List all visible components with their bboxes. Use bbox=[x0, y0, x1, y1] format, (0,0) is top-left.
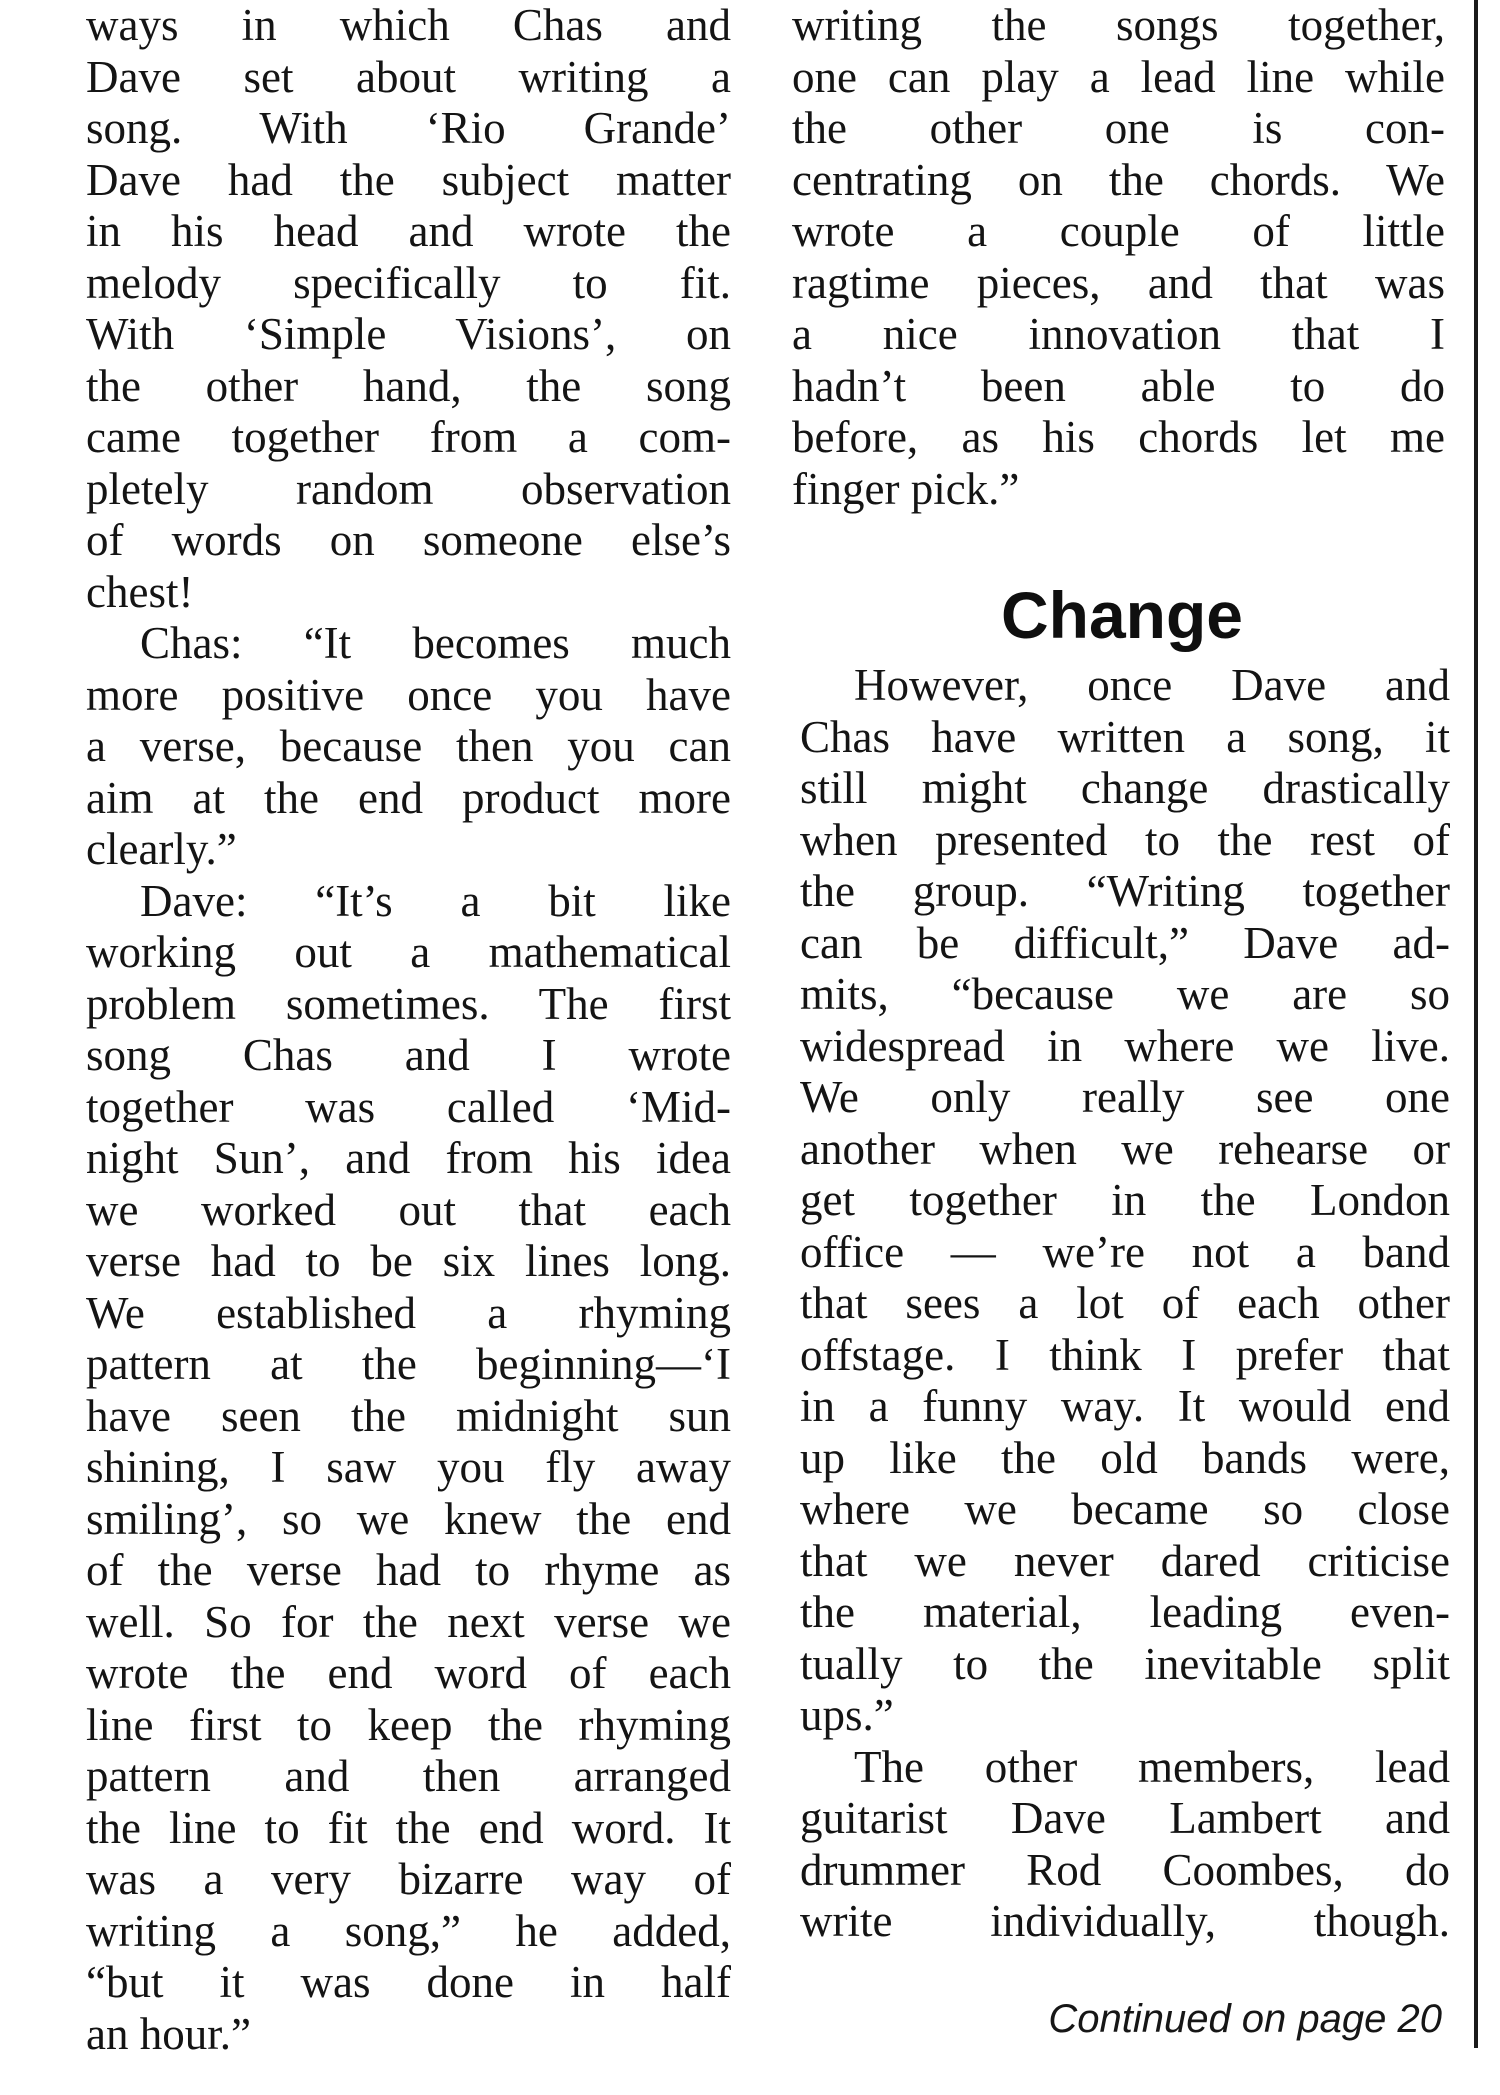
right-bottom-line-12: office — we’re not a band bbox=[800, 1226, 1450, 1277]
left-line-27: pattern at the beginning—‘I bbox=[86, 1339, 731, 1389]
right-bottom-line-16: up like the old bands were, bbox=[800, 1432, 1450, 1483]
left-line-3: song. With ‘Rio Grande’ bbox=[86, 103, 731, 153]
left-line-5: in his head and wrote the bbox=[86, 206, 731, 256]
right-bottom-line-9: We only really see one bbox=[800, 1072, 1450, 1122]
right-bottom-line-20: tually to the inevitable split bbox=[800, 1638, 1450, 1689]
right-top-line-4: centrating on the chords. We bbox=[792, 154, 1445, 205]
left-line-6: melody specifically to fit. bbox=[86, 257, 731, 308]
right-bottom-line-5: the group. “Writing together bbox=[800, 866, 1450, 916]
right-bottom-line-25: write individually, though. bbox=[800, 1896, 1450, 1946]
left-line-38: writing a song,” he added, bbox=[86, 1905, 731, 1956]
left-line-14: more positive once you have bbox=[86, 669, 731, 720]
left-column bbox=[86, 0, 731, 2060]
right-bottom-line-1: However, once Dave and bbox=[854, 660, 1450, 710]
right-top-line-9: before, as his chords let me bbox=[792, 412, 1445, 462]
left-line-8: the other hand, the song bbox=[86, 360, 731, 411]
left-line-28: have seen the midnight sun bbox=[86, 1390, 731, 1441]
right-top-line-2: one can play a lead line while bbox=[792, 51, 1445, 102]
right-column-bottom bbox=[800, 660, 1450, 1948]
left-line-18: Dave: “It’s a bit like bbox=[140, 875, 731, 926]
right-top-line-7: a nice innovation that I bbox=[792, 309, 1445, 359]
left-line-22: together was called ‘Mid- bbox=[86, 1081, 731, 1132]
left-line-24: we worked out that each bbox=[86, 1184, 731, 1235]
left-line-1: ways in which Chas and bbox=[86, 0, 731, 50]
right-top-line-5: wrote a couple of little bbox=[792, 206, 1445, 256]
left-line-7: With ‘Simple Visions’, on bbox=[86, 309, 731, 359]
left-line-2: Dave set about writing a bbox=[86, 51, 731, 102]
right-bottom-line-21: ups.” bbox=[800, 1690, 894, 1740]
left-line-35: pattern and then arranged bbox=[86, 1751, 731, 1801]
left-line-11: of words on someone else’s bbox=[86, 515, 731, 565]
left-line-9: came together from a com- bbox=[86, 412, 731, 462]
right-top-line-8: hadn’t been able to do bbox=[792, 360, 1445, 411]
right-bottom-line-4: when presented to the rest of bbox=[800, 814, 1450, 865]
left-line-12: chest! bbox=[86, 566, 194, 617]
right-bottom-line-13: that sees a lot of each other bbox=[800, 1278, 1450, 1328]
right-bottom-line-24: drummer Rod Coombes, do bbox=[800, 1844, 1450, 1895]
left-line-26: We established a rhyming bbox=[86, 1287, 731, 1338]
right-bottom-line-8: widespread in where we live. bbox=[800, 1020, 1450, 1071]
left-line-36: the line to fit the end word. It bbox=[86, 1802, 731, 1853]
left-line-23: night Sun’, and from his idea bbox=[86, 1133, 731, 1183]
continued-on-page-note: Continued on page 20 bbox=[1048, 1997, 1442, 2041]
right-bottom-line-23: guitarist Dave Lambert and bbox=[800, 1793, 1450, 1843]
left-line-33: wrote the end word of each bbox=[86, 1648, 731, 1698]
left-line-31: of the verse had to rhyme as bbox=[86, 1545, 731, 1595]
right-bottom-line-22: The other members, lead bbox=[854, 1741, 1450, 1792]
section-heading: Change bbox=[1000, 578, 1244, 652]
left-line-40: an hour.” bbox=[86, 2008, 251, 2059]
right-bottom-line-14: offstage. I think I prefer that bbox=[800, 1329, 1450, 1380]
right-top-line-3: the other one is con- bbox=[792, 103, 1445, 153]
left-line-37: was a very bizarre way of bbox=[86, 1854, 731, 1904]
left-line-25: verse had to be six lines long. bbox=[86, 1236, 731, 1286]
right-top-line-6: ragtime pieces, and that was bbox=[792, 257, 1445, 308]
left-line-32: well. So for the next verse we bbox=[86, 1596, 731, 1647]
right-column-top bbox=[792, 0, 1445, 515]
column-rule bbox=[1474, 0, 1478, 2048]
left-line-30: smiling’, so we knew the end bbox=[86, 1493, 731, 1544]
right-bottom-line-10: another when we rehearse or bbox=[800, 1123, 1450, 1174]
right-top-line-1: writing the songs together, bbox=[792, 0, 1445, 50]
right-bottom-line-6: can be difficult,” Dave ad- bbox=[800, 917, 1450, 968]
left-line-13: Chas: “It becomes much bbox=[140, 618, 731, 668]
right-bottom-line-11: get together in the London bbox=[800, 1175, 1450, 1225]
right-bottom-line-3: still might change drastically bbox=[800, 763, 1450, 813]
right-bottom-line-17: where we became so close bbox=[800, 1484, 1450, 1534]
left-line-15: a verse, because then you can bbox=[86, 721, 731, 771]
right-bottom-line-2: Chas have written a song, it bbox=[800, 711, 1450, 762]
right-top-line-10: finger pick.” bbox=[792, 463, 1020, 514]
left-line-34: line first to keep the rhyming bbox=[86, 1699, 731, 1750]
left-line-16: aim at the end product more bbox=[86, 772, 731, 823]
left-line-20: problem sometimes. The first bbox=[86, 978, 731, 1029]
left-line-17: clearly.” bbox=[86, 824, 237, 874]
left-line-19: working out a mathematical bbox=[86, 927, 731, 977]
left-line-21: song Chas and I wrote bbox=[86, 1030, 731, 1080]
right-bottom-line-18: that we never dared criticise bbox=[800, 1535, 1450, 1586]
right-bottom-line-19: the material, leading even- bbox=[800, 1587, 1450, 1637]
right-bottom-line-7: mits, “because we are so bbox=[800, 969, 1450, 1019]
left-line-39: “but it was done in half bbox=[86, 1957, 731, 2007]
left-line-4: Dave had the subject matter bbox=[86, 154, 731, 205]
right-bottom-line-15: in a funny way. It would end bbox=[800, 1381, 1450, 1431]
left-line-29: shining, I saw you fly away bbox=[86, 1442, 731, 1492]
left-line-10: pletely random observation bbox=[86, 463, 731, 514]
